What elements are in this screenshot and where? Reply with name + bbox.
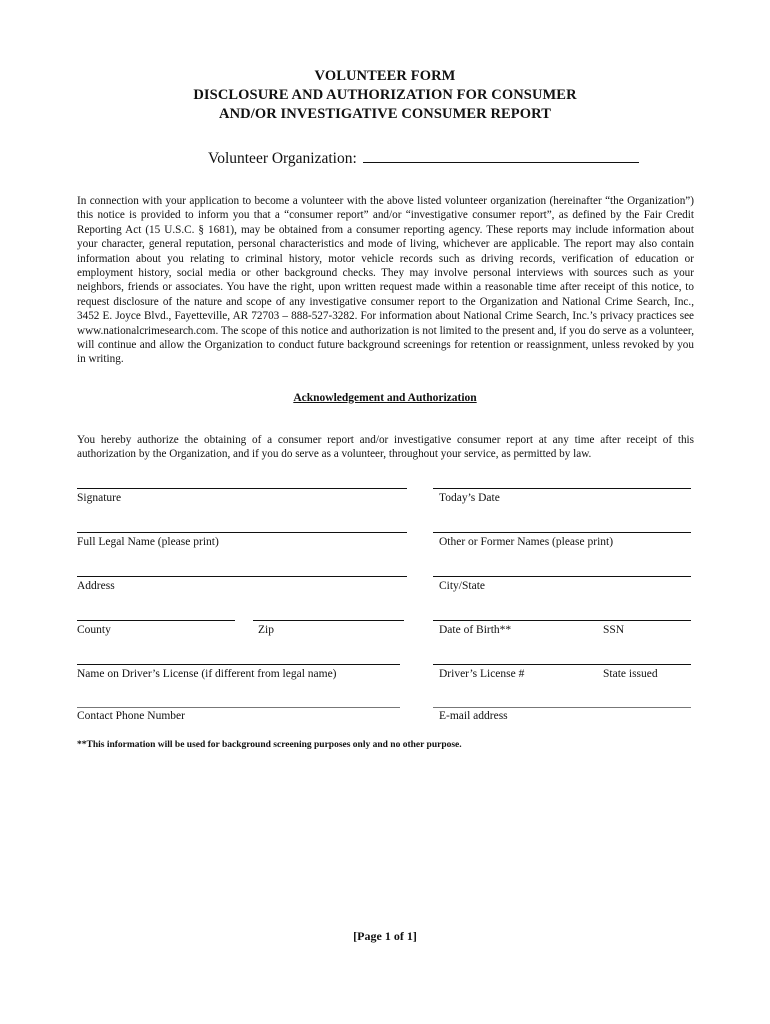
email-label: E-mail address [439,710,508,722]
form-subtitle-line2: AND/OR INVESTIGATIVE CONSUMER REPORT [219,106,551,122]
other-names-label: Other or Former Names (please print) [439,536,614,548]
drivers-license-field[interactable] [433,664,691,665]
disclosure-paragraph: In connection with your application to become a volunteer with the above listed volunteer organization (hereinafter “the Organization”) this notice is provided to inform you that a “consumer report” and/or “investigative consumer report”, as defined by the Fair Credit Reporting Act (15 U.S.C. § 1681), may be obtained from a consumer reporting agency. These reports may include information about your character, general reputation, personal characteristics and mode of living, whichever are applicable. The report may also contain information about you relating to criminal history, motor vehicle records such as driving records, verification of education or employment history, social media or other background checks. They may involve personal interviews with sources such as your neighbors, friends or associates. You have the right, upon written request made within a reasonable time after receipt of this notice, to request disclosure of the nature and scope of any investigative consumer report to the Organization and National Crime Search, Inc., 3452 E. Joyce Blvd., Fayetteville, AR 72703 – 888-527-3282. For information about National Crime Search, Inc.’s privacy practices see www.nationalcrimesearch.com. The scope of this notice and authorization is not limited to the present and, if you do serve as a volunteer, will continue and allow the Organization to conduct future background screenings for retention or reassignment, unless revoked by you in writing. [77,195,694,366]
form-subtitle-line1: DISCLOSURE AND AUTHORIZATION FOR CONSUMER [193,87,577,103]
other-names-field[interactable] [433,532,691,533]
full-legal-name-field[interactable] [77,532,407,533]
name-on-license-field[interactable] [77,664,400,665]
ssn-label: SSN [603,624,625,636]
footnote: **This information will be used for background screening purposes only and no other purpose. [77,740,462,750]
authorization-paragraph: You hereby authorize the obtaining of a consumer report and/or investigative consumer report at any time after receipt of this authorization by the Organization, and if you do serve as a volunteer, throughout your service, as permitted by law. [77,434,694,461]
full-legal-name-label: Full Legal Name (please print) [77,536,219,548]
city-state-label: City/State [439,580,485,592]
zip-label: Zip [258,624,274,636]
date-of-birth-label: Date of Birth** [439,624,512,636]
name-on-license-label: Name on Driver’s License (if different from legal name) [77,668,337,680]
address-label: Address [77,580,115,592]
phone-field[interactable] [77,707,400,708]
todays-date-field[interactable] [433,488,691,489]
volunteer-organization-field[interactable] [363,148,639,163]
signature-label: Signature [77,492,122,504]
volunteer-organization-label: Volunteer Organization: [208,150,357,167]
address-field[interactable] [77,576,407,577]
zip-field[interactable] [253,620,404,621]
page-number: [Page 1 of 1] [353,929,417,943]
signature-field[interactable] [77,488,407,489]
county-field[interactable] [77,620,235,621]
drivers-license-label: Driver’s License # [439,668,525,680]
phone-label: Contact Phone Number [77,710,185,722]
todays-date-label: Today’s Date [439,492,500,504]
email-field[interactable] [433,707,691,708]
state-issued-label: State issued [603,668,658,680]
volunteer-organization-row [208,148,639,168]
dob-ssn-field[interactable] [433,620,691,621]
city-state-field[interactable] [433,576,691,577]
acknowledgement-heading: Acknowledgement and Authorization [293,392,477,404]
form-title: VOLUNTEER FORM [314,68,456,84]
county-label: County [77,624,111,636]
